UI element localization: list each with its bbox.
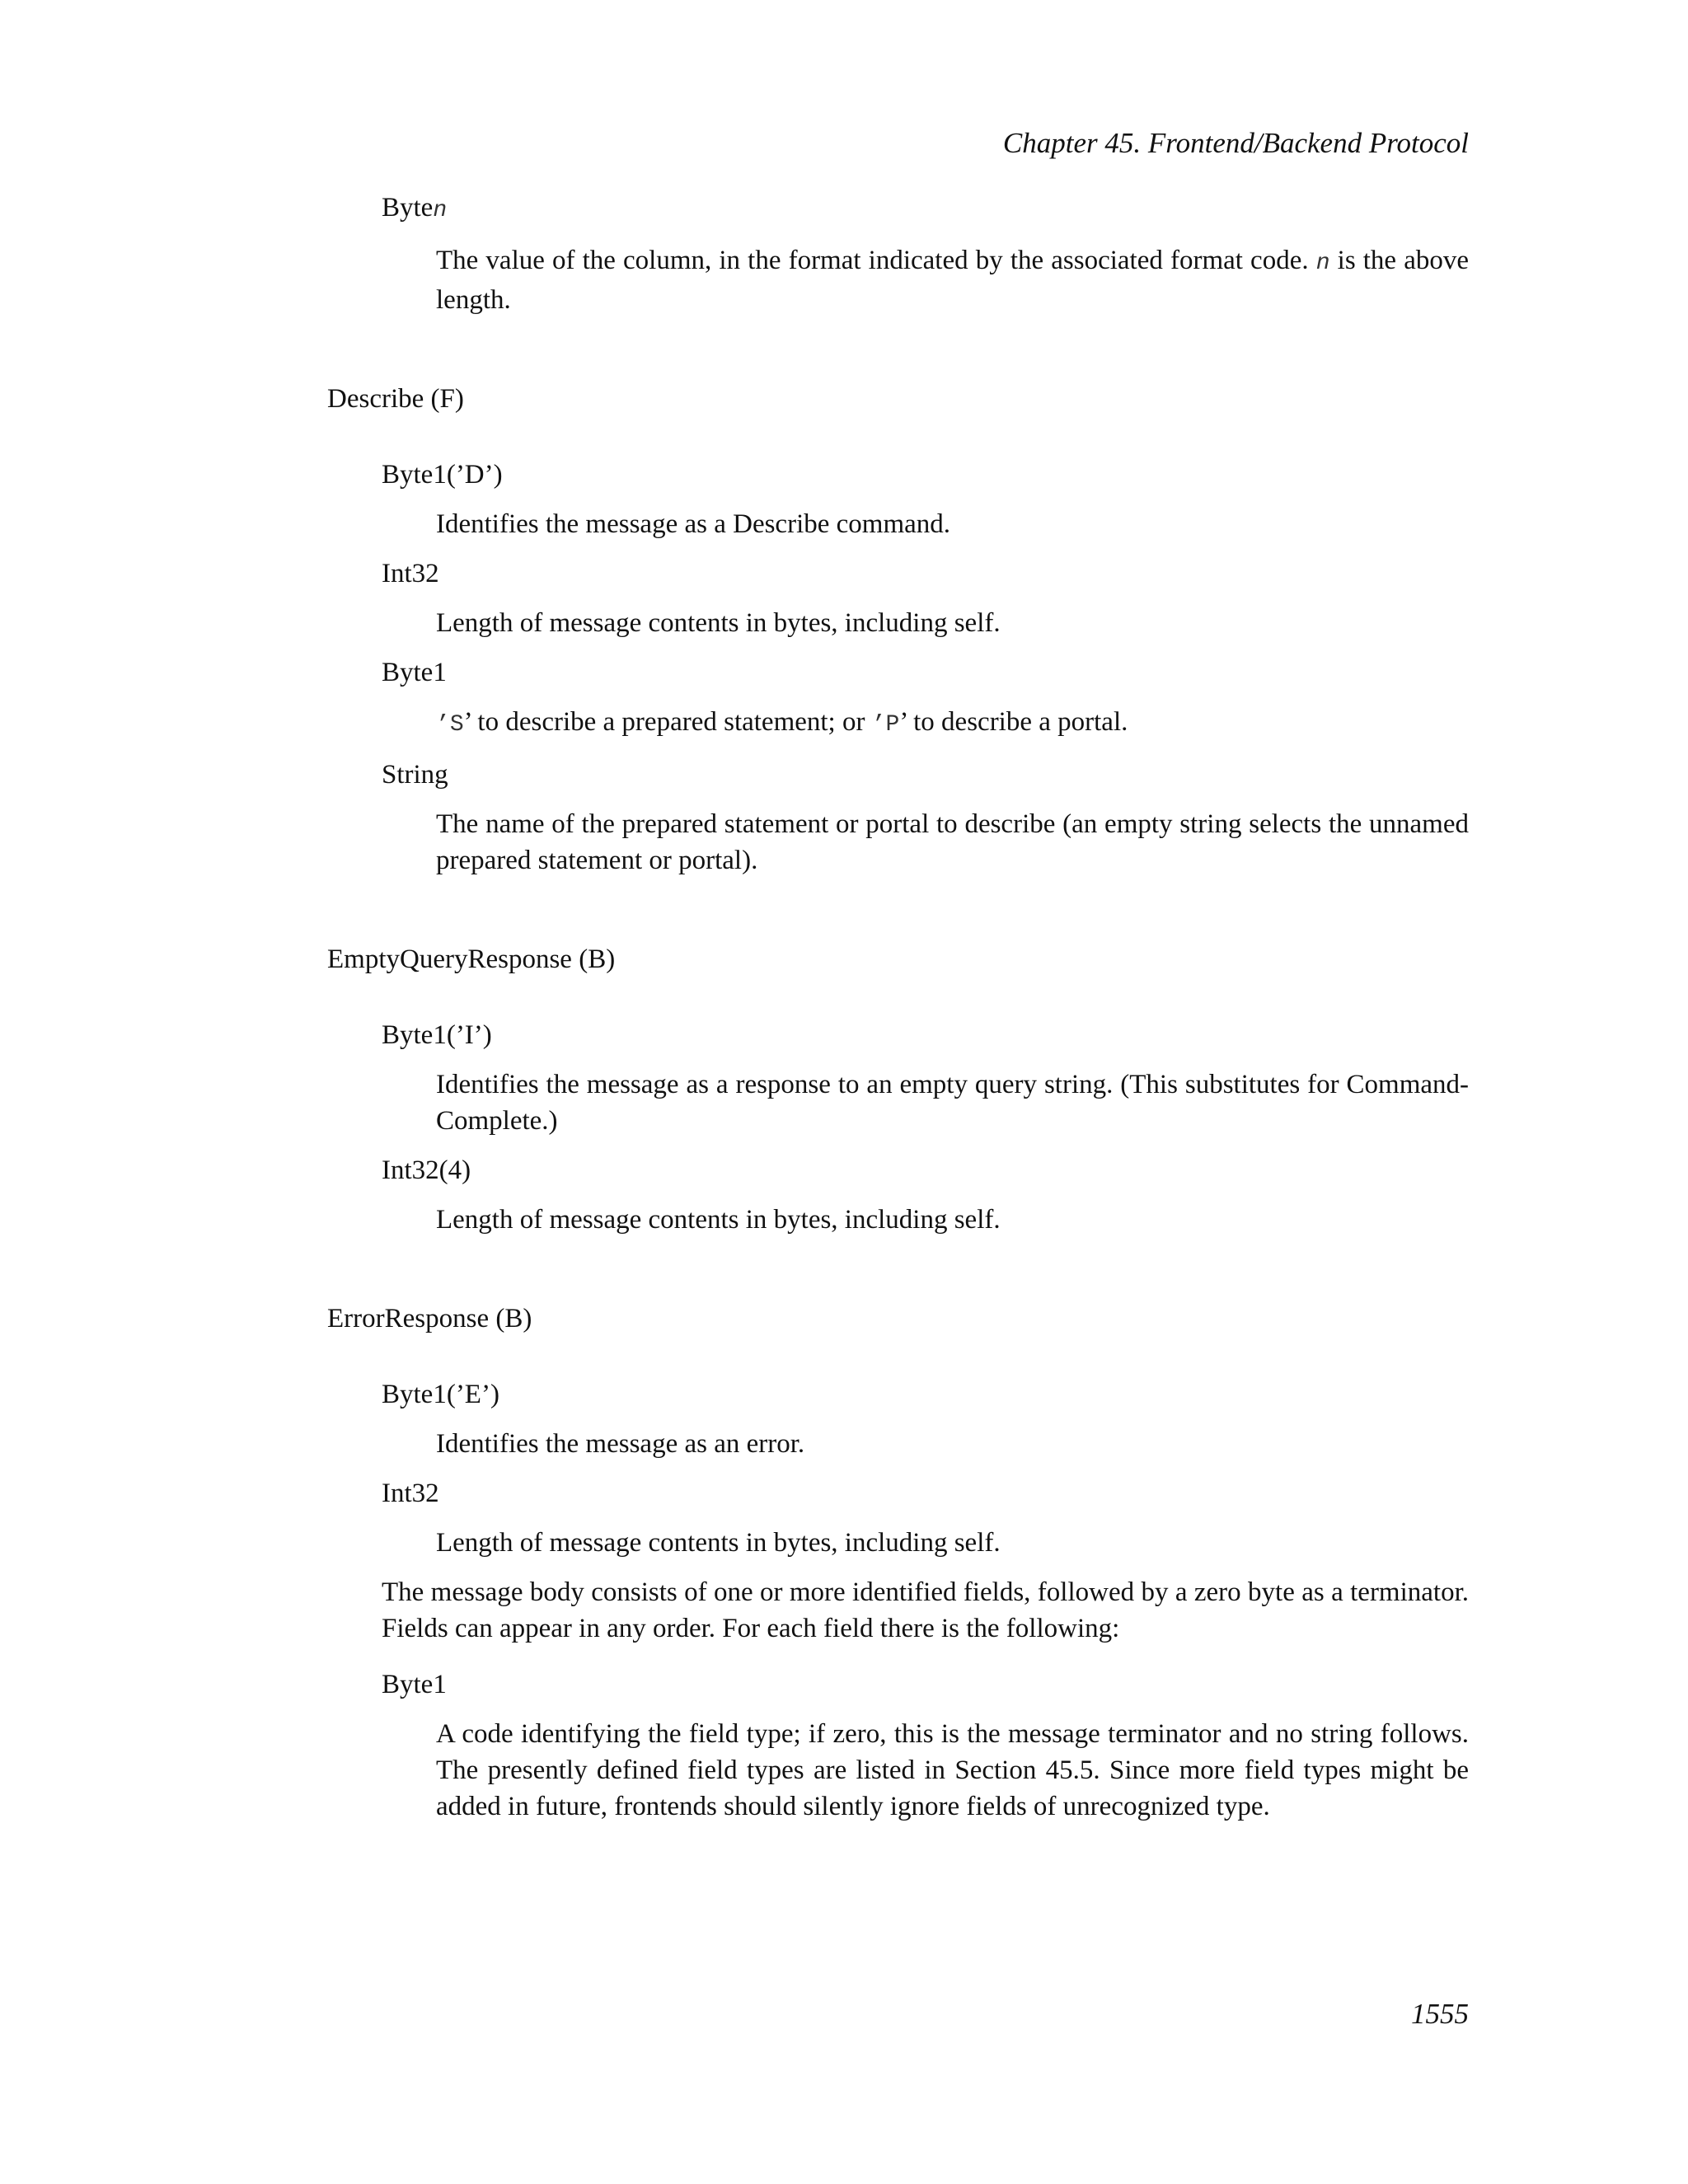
desc-variable: n xyxy=(1315,251,1330,276)
field-desc: Identifies the message as a Describe command. xyxy=(436,509,951,539)
quote-mark: ’ xyxy=(436,712,450,738)
code-literal: P xyxy=(885,712,900,738)
field-desc: Identifies the message as an error. xyxy=(436,1429,805,1459)
page-number: 1555 xyxy=(1411,1998,1469,2030)
quote-mark: ’ xyxy=(871,712,886,738)
body-paragraph: The message body consists of one or more identified fields, followed by a zero byte as a terminator. Fields can appear in any order. For each field there is the following: xyxy=(382,1577,1469,1643)
field-desc: Length of message contents in bytes, including self. xyxy=(436,1205,1001,1235)
field-desc: A code identifying the field type; if zero, this is the message terminator and no string follows. The presently defined field types are listed in Section 45.5. Since more field types might be added in future, frontends should silently ignore fields of unrecognized type. xyxy=(436,1719,1469,1821)
field-desc: Identifies the message as a response to an empty query string. (This substitutes for Command-Complete.) xyxy=(436,1070,1469,1136)
field-term: Byte1(’D’) xyxy=(382,460,503,490)
field-term: Byte1(’I’) xyxy=(382,1020,492,1050)
field-desc: Length of message contents in bytes, including self. xyxy=(436,1528,1001,1558)
message-title-emptyqueryresponse: EmptyQueryResponse (B) xyxy=(327,944,616,974)
message-title-errorresponse: ErrorResponse (B) xyxy=(327,1304,532,1333)
desc-text: is the above length. xyxy=(436,246,1469,315)
quote-mark: ’ xyxy=(899,707,907,737)
desc-text: to describe a prepared statement; or xyxy=(471,707,872,737)
term-text: Byte xyxy=(382,193,434,223)
field-term: String xyxy=(382,760,448,790)
field-term: Int32 xyxy=(382,559,439,588)
field-term: Int32 xyxy=(382,1479,439,1508)
desc-text: The value of the column, in the format indicated by the associated format code. xyxy=(436,246,1316,275)
quote-mark: ’ xyxy=(463,707,471,737)
term-variable: n xyxy=(433,198,448,223)
running-header: Chapter 45. Frontend/Backend Protocol xyxy=(1002,127,1469,159)
code-literal: S xyxy=(449,712,464,738)
field-term: Byte1 xyxy=(382,1670,447,1699)
field-term: Int32(4) xyxy=(382,1155,471,1185)
field-desc: Length of message contents in bytes, including self. xyxy=(436,608,1001,638)
message-title-describe: Describe (F) xyxy=(327,384,464,414)
field-term: Byte1(’E’) xyxy=(382,1380,499,1409)
page-content xyxy=(327,190,1469,1825)
field-desc-byten xyxy=(436,242,1469,318)
field-desc: The name of the prepared statement or portal to describe (an empty string selects the unnamed prepared statement or portal). xyxy=(436,809,1469,875)
desc-text: to describe a portal. xyxy=(906,707,1128,737)
field-desc xyxy=(436,704,1469,743)
field-term: Byte1 xyxy=(382,658,447,687)
field-term-byten xyxy=(382,190,1469,229)
